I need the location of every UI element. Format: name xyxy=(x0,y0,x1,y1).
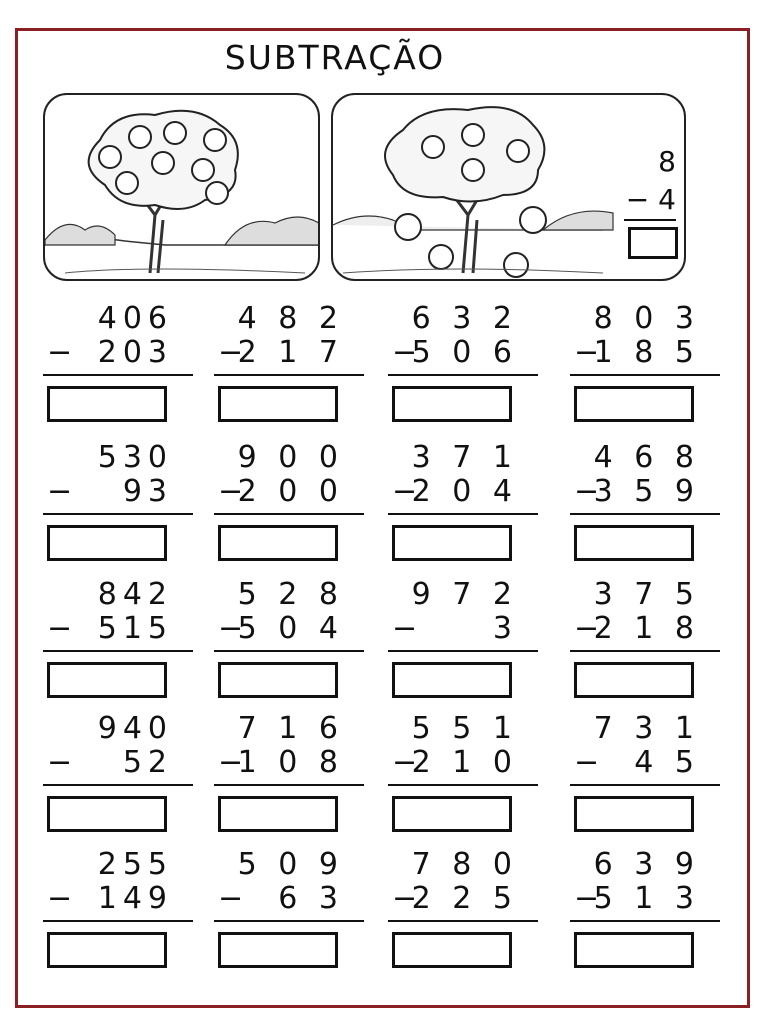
answer-line xyxy=(388,513,538,515)
subtraction-problem xyxy=(214,302,364,424)
minuend: 9 7 2 xyxy=(411,577,518,612)
answer-line xyxy=(214,374,364,376)
minus-sign: − xyxy=(47,335,73,370)
answer-line xyxy=(570,374,720,376)
answer-line xyxy=(214,920,364,922)
subtraction-problem xyxy=(43,578,193,700)
illustration-tree-full xyxy=(43,93,320,281)
minus-sign: − xyxy=(218,335,244,370)
subtrahend: 2 0 0 xyxy=(237,474,344,509)
minus-sign: − xyxy=(47,881,73,916)
answer-box[interactable] xyxy=(218,662,338,698)
minus-sign: − xyxy=(218,745,244,780)
subtraction-problem xyxy=(570,578,720,700)
minuend: 8 0 3 xyxy=(593,301,700,336)
answer-line xyxy=(570,920,720,922)
answer-box[interactable] xyxy=(574,525,694,561)
minuend: 9 0 0 xyxy=(237,440,344,475)
minuend: 4 8 2 xyxy=(237,301,344,336)
answer-box[interactable] xyxy=(392,386,512,422)
subtrahend: 4 5 xyxy=(634,745,700,780)
answer-box[interactable] xyxy=(47,662,167,698)
subtrahend: 3 5 9 xyxy=(593,474,700,509)
example-top-number: 8 xyxy=(658,145,676,178)
answer-box[interactable] xyxy=(574,386,694,422)
minus-sign: − xyxy=(218,474,244,509)
answer-line xyxy=(43,920,193,922)
subtraction-problem xyxy=(214,441,364,563)
minuend: 5 0 9 xyxy=(237,847,344,882)
subtraction-problem xyxy=(43,441,193,563)
subtraction-problem xyxy=(570,441,720,563)
minuend: 406 xyxy=(97,301,173,336)
subtrahend: 52 xyxy=(107,745,173,780)
subtraction-problem xyxy=(388,848,538,970)
minus-sign: − xyxy=(574,335,600,370)
minus-sign: − xyxy=(574,611,600,646)
subtraction-problem xyxy=(388,578,538,700)
example-bottom-row xyxy=(616,181,676,219)
answer-box[interactable] xyxy=(574,662,694,698)
answer-box[interactable] xyxy=(218,386,338,422)
minuend: 6 3 2 xyxy=(411,301,518,336)
answer-box[interactable] xyxy=(218,932,338,968)
subtraction-problem xyxy=(214,578,364,700)
minuend: 7 8 0 xyxy=(411,847,518,882)
answer-line xyxy=(570,650,720,652)
answer-line xyxy=(214,513,364,515)
subtrahend: 1 8 5 xyxy=(593,335,700,370)
minus-sign: − xyxy=(574,881,600,916)
answer-box[interactable] xyxy=(574,932,694,968)
subtraction-problem xyxy=(388,441,538,563)
answer-line xyxy=(388,374,538,376)
answer-line xyxy=(214,650,364,652)
example-operator: − xyxy=(625,183,650,216)
answer-line xyxy=(43,374,193,376)
illustration-tree-fallen xyxy=(331,93,686,281)
subtraction-problem xyxy=(570,712,720,834)
subtraction-problem xyxy=(43,302,193,424)
answer-box[interactable] xyxy=(47,386,167,422)
subtraction-problem xyxy=(43,712,193,834)
minuend: 940 xyxy=(97,711,173,746)
minuend: 6 3 9 xyxy=(593,847,700,882)
example-problem xyxy=(616,143,676,259)
answer-box[interactable] xyxy=(574,796,694,832)
minus-sign: − xyxy=(47,745,73,780)
answer-line xyxy=(570,784,720,786)
minus-sign: − xyxy=(574,474,600,509)
answer-line xyxy=(388,920,538,922)
subtraction-problem xyxy=(388,302,538,424)
subtrahend: 1 0 8 xyxy=(237,745,344,780)
apple-tree-image xyxy=(45,95,320,281)
answer-line xyxy=(388,650,538,652)
subtrahend: 2 1 8 xyxy=(593,611,700,646)
example-underline xyxy=(624,219,676,221)
answer-line xyxy=(214,784,364,786)
minuend: 255 xyxy=(97,847,173,882)
subtrahend: 3 xyxy=(492,611,518,646)
minuend: 530 xyxy=(97,440,173,475)
subtraction-problem xyxy=(570,848,720,970)
subtraction-problem xyxy=(214,848,364,970)
subtraction-problem xyxy=(214,712,364,834)
answer-box[interactable] xyxy=(392,662,512,698)
subtraction-problem xyxy=(388,712,538,834)
answer-line xyxy=(43,513,193,515)
answer-box[interactable] xyxy=(47,796,167,832)
minus-sign: − xyxy=(574,745,600,780)
minuend: 7 3 1 xyxy=(593,711,700,746)
minus-sign: − xyxy=(392,611,418,646)
minus-sign: − xyxy=(47,474,73,509)
subtrahend: 203 xyxy=(97,335,173,370)
minus-sign: − xyxy=(392,881,418,916)
subtrahend: 93 xyxy=(107,474,173,509)
subtraction-problem xyxy=(570,302,720,424)
subtrahend: 2 2 5 xyxy=(411,881,518,916)
answer-line xyxy=(388,784,538,786)
answer-box[interactable] xyxy=(47,932,167,968)
minuend: 3 7 1 xyxy=(411,440,518,475)
example-answer-box[interactable] xyxy=(628,227,678,259)
answer-box[interactable] xyxy=(218,796,338,832)
minus-sign: − xyxy=(392,474,418,509)
minuend: 842 xyxy=(97,577,173,612)
answer-box[interactable] xyxy=(218,525,338,561)
answer-box[interactable] xyxy=(392,796,512,832)
subtrahend: 149 xyxy=(97,881,173,916)
answer-box[interactable] xyxy=(392,525,512,561)
answer-box[interactable] xyxy=(47,525,167,561)
subtrahend: 2 1 0 xyxy=(411,745,518,780)
answer-line xyxy=(43,650,193,652)
minus-sign: − xyxy=(392,335,418,370)
subtrahend: 2 1 7 xyxy=(237,335,344,370)
minuend: 4 6 8 xyxy=(593,440,700,475)
example-bottom-number: 4 xyxy=(658,183,676,216)
minus-sign: − xyxy=(218,881,244,916)
minuend: 3 7 5 xyxy=(593,577,700,612)
subtrahend: 5 1 3 xyxy=(593,881,700,916)
subtrahend: 515 xyxy=(97,611,173,646)
answer-line xyxy=(43,784,193,786)
subtraction-problem xyxy=(43,848,193,970)
subtrahend: 2 0 4 xyxy=(411,474,518,509)
subtrahend: 6 3 xyxy=(278,881,344,916)
minuend: 5 2 8 xyxy=(237,577,344,612)
minus-sign: − xyxy=(218,611,244,646)
worksheet-title: SUBTRAÇÃO xyxy=(224,38,446,77)
minuend: 5 5 1 xyxy=(411,711,518,746)
answer-box[interactable] xyxy=(392,932,512,968)
subtrahend: 5 0 6 xyxy=(411,335,518,370)
subtrahend: 5 0 4 xyxy=(237,611,344,646)
minus-sign: − xyxy=(392,745,418,780)
minus-sign: − xyxy=(47,611,73,646)
answer-line xyxy=(570,513,720,515)
minuend: 7 1 6 xyxy=(237,711,344,746)
